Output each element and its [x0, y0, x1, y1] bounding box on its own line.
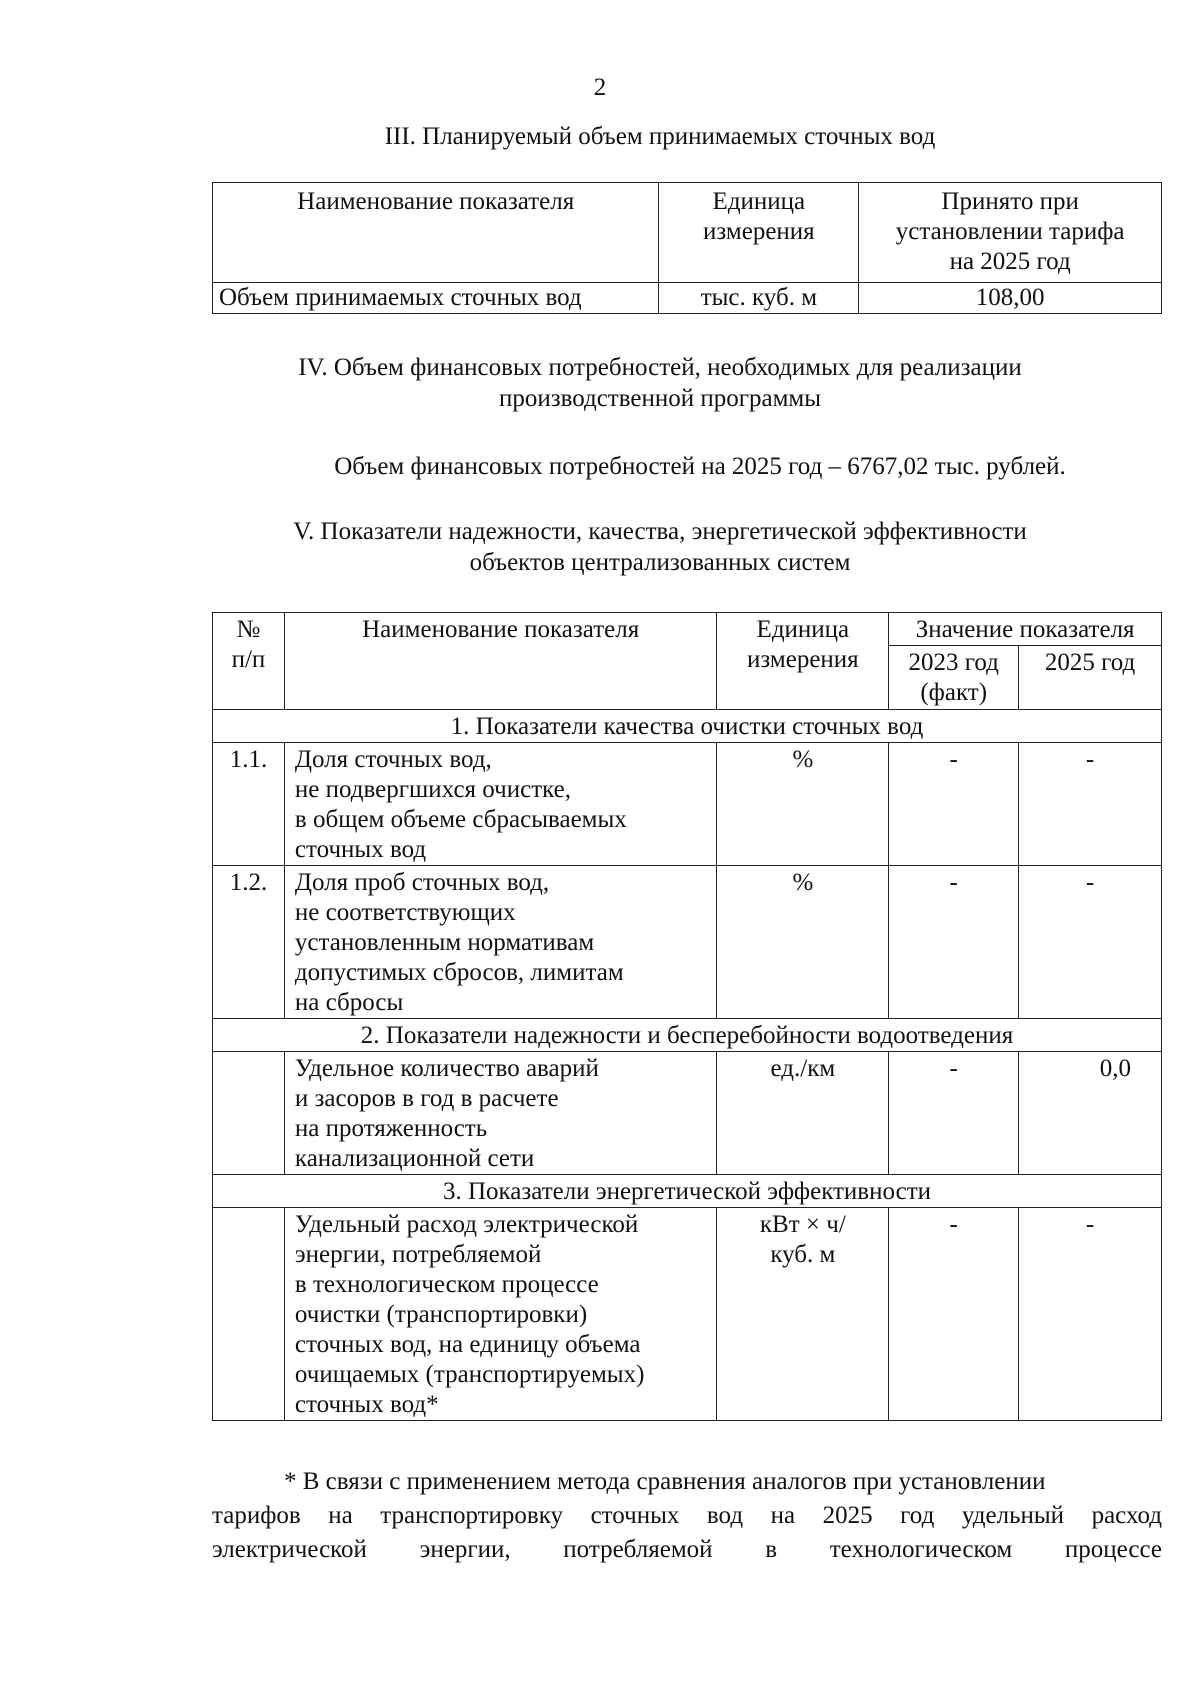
row-number: [213, 1052, 285, 1175]
section-4-heading-line-1: IV. Объем финансовых потребностей, необходимых для реализации: [298, 354, 1022, 381]
section-5-heading: [210, 516, 1110, 578]
row-unit: ед./км: [717, 1052, 889, 1175]
section-4-heading: [210, 352, 1110, 414]
group-2-title: 2. Показатели надежности и бесперебойности водоотведения: [213, 1019, 1162, 1052]
row-value-2023: -: [889, 743, 1019, 866]
header-unit: Единица измерения: [717, 613, 889, 710]
header-accepted-value: Принято при установлении тарифа на 2025 год: [859, 183, 1162, 283]
table-header-row: [213, 183, 1162, 283]
row-indicator-name: Доля проб сточных вод, не соответствующих установленным нормативам допустимых сбросов, лимитам на сбросы: [284, 866, 717, 1019]
table-row: [213, 1052, 1162, 1175]
row-indicator-name: Удельный расход электрической энергии, потребляемой в технологическом процессе очистки (транспортировки) сточных вод, на единицу объема очищаемых (транспортируемых) сточных вод*: [284, 1208, 717, 1421]
table-row: [213, 283, 1162, 314]
header-number: № п/п: [213, 613, 285, 710]
row-number: 1.2.: [213, 866, 285, 1019]
row-indicator-name: Объем принимаемых сточных вод: [213, 283, 659, 314]
group-3-title: 3. Показатели энергетической эффективности: [213, 1175, 1162, 1208]
group-row: [213, 1175, 1162, 1208]
section-5-heading-line-2: объектов централизованных систем: [469, 549, 851, 576]
row-unit: %: [717, 743, 889, 866]
table-header-row: [213, 613, 1162, 646]
footnote-line-2: тарифов на транспортировку сточных вод на 2025 год удельный расход: [212, 1502, 1162, 1529]
footnote-line-1: * В связи с применением метода сравнения аналогов при установлении: [284, 1468, 1046, 1495]
header-indicator-name: Наименование показателя: [284, 613, 717, 710]
wastewater-volume-table: [212, 182, 1162, 314]
header-year-2025: 2025 год: [1019, 646, 1162, 710]
section-3-heading: III. Планируемый объем принимаемых сточных вод: [384, 123, 936, 150]
row-value-2025: -: [1019, 866, 1162, 1019]
row-number: 1.1.: [213, 743, 285, 866]
header-year-2023: 2023 год (факт): [889, 646, 1019, 710]
header-indicator-value: Значение показателя: [889, 613, 1162, 646]
row-value-2025: -: [1019, 1208, 1162, 1421]
row-value-2025: 0,0: [1019, 1052, 1162, 1175]
table-row: [213, 866, 1162, 1019]
header-indicator-name: Наименование показателя: [213, 183, 659, 283]
row-indicator-name: Доля сточных вод, не подвергшихся очистке, в общем объеме сбрасываемых сточных вод: [284, 743, 717, 866]
footnote: [212, 1465, 1162, 1567]
financial-needs-text: Объем финансовых потребностей на 2025 год – 6767,02 тыс. рублей.: [334, 453, 1066, 480]
section-5-heading-line-1: V. Показатели надежности, качества, энергетической эффективности: [293, 518, 1027, 545]
section-4-heading-line-2: производственной программы: [498, 385, 822, 412]
row-unit: тыс. куб. м: [659, 283, 859, 314]
row-value: 108,00: [859, 283, 1162, 314]
table-row: [213, 743, 1162, 866]
table-row: [213, 1208, 1162, 1421]
row-value-2023: -: [889, 1052, 1019, 1175]
group-row: [213, 1019, 1162, 1052]
group-row: [213, 710, 1162, 743]
page-number: 2: [593, 74, 607, 101]
row-value-2023: -: [889, 866, 1019, 1019]
row-number: [213, 1208, 285, 1421]
indicators-table: [212, 612, 1162, 1421]
row-indicator-name: Удельное количество аварий и засоров в год в расчете на протяженность канализационной сети: [284, 1052, 717, 1175]
footnote-line-3: электрической энергии, потребляемой в технологическом процессе: [212, 1536, 1162, 1563]
row-unit: %: [717, 866, 889, 1019]
row-value-2023: -: [889, 1208, 1019, 1421]
row-unit: кВт × ч/ куб. м: [717, 1208, 889, 1421]
header-unit: Единица измерения: [659, 183, 859, 283]
row-value-2025: -: [1019, 743, 1162, 866]
group-1-title: 1. Показатели качества очистки сточных вод: [213, 710, 1162, 743]
